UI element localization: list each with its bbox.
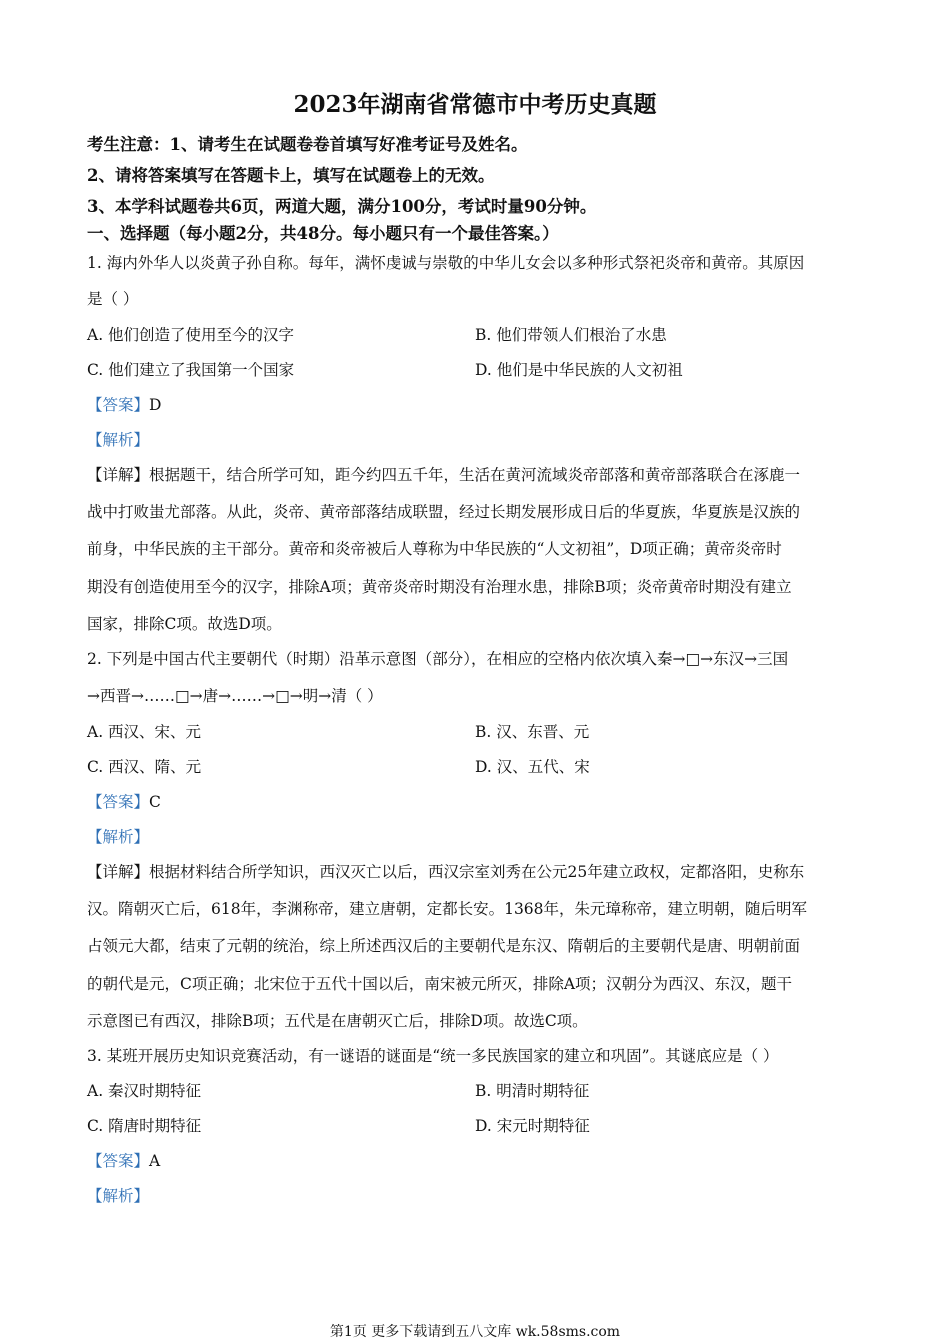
q1-detail-line-2: 战中打败蚩尤部落。从此，炎帝、黄帝部落结成联盟，经过长期发展形成日后的华夏族，华夏族是汉族的	[87, 503, 801, 521]
q3-answer	[87, 1150, 867, 1172]
q1-option-a: A. 他们创造了使用至今的汉字	[87, 326, 295, 344]
q3-option-b: B. 明清时期特征	[475, 1082, 590, 1100]
q2-option-c: C. 西汉、隋、元	[87, 758, 202, 776]
q2-stem-line-1: 2. 下列是中国古代主要朝代（时期）沿革示意图（部分），在相应的空格内依次填入秦→□→东汉→三国	[87, 650, 789, 668]
q2-detail-line-3: 占领元大都，结束了元朝的统治，综上所述西汉后的主要朝代是东汉、隋朝后的主要朝代是唐、明朝前面	[87, 937, 801, 955]
q1-option-b: B. 他们带领人们根治了水患	[475, 326, 667, 344]
page-footer: 第1页 更多下载请到五八文库 wk.58sms.com	[329, 1324, 621, 1340]
section-heading: 一、选择题（每小题2分，共48分。每小题只有一个最佳答案。）	[87, 224, 559, 243]
answer-tag: 【答案】	[87, 793, 150, 811]
q3-analysis	[87, 1185, 867, 1207]
q2-detail-line-4: 的朝代是元，C项正确；北宋位于五代十国以后，南宋被元所灭，排除A项；汉朝分为西汉、东汉，题干	[87, 975, 793, 993]
q2-analysis	[87, 826, 867, 848]
analysis-tag: 【解析】	[87, 1187, 150, 1205]
q1-stem-line-1: 1. 海内外华人以炎黄子孙自称。每年，满怀虔诚与崇敬的中华儿女会以多种形式祭祀炎帝和黄帝。其原因	[87, 254, 805, 272]
notice-line-2: 2、请将答案填写在答题卡上，填写在试题卷上的无效。	[87, 166, 495, 185]
notice-line-3: 3、本学科试题卷共6页，两道大题，满分100分，考试时量90分钟。	[87, 197, 597, 216]
analysis-tag: 【解析】	[87, 828, 150, 846]
q2-option-d: D. 汉、五代、宋	[475, 758, 590, 776]
q3-option-c: C. 隋唐时期特征	[87, 1117, 202, 1135]
q2-option-a: A. 西汉、宋、元	[87, 723, 202, 741]
q1-detail-line-4: 期没有创造使用至今的汉字，排除A项；黄帝炎帝时期没有治理水患，排除B项；炎帝黄帝时期没有建立	[87, 578, 792, 596]
analysis-tag: 【解析】	[87, 431, 150, 449]
q1-detail-line-5: 国家，排除C项。故选D项。	[87, 615, 282, 633]
q2-answer-value: C	[149, 793, 161, 811]
page-title: 2023年湖南省常德市中考历史真题	[293, 91, 657, 118]
q1-stem-line-2: 是（ ）	[87, 290, 139, 308]
q1-answer-value: D	[149, 396, 162, 414]
q1-answer	[87, 394, 867, 416]
q2-answer	[87, 791, 867, 813]
answer-tag: 【答案】	[87, 1152, 150, 1170]
q3-stem-line-1: 3. 某班开展历史知识竞赛活动，有一谜语的谜面是“统一多民族国家的建立和巩固”。其谜底应是（ ）	[87, 1047, 779, 1065]
q1-option-d: D. 他们是中华民族的人文初祖	[475, 361, 683, 379]
q1-option-c: C. 他们建立了我国第一个国家	[87, 361, 295, 379]
q2-stem-line-2: →西晋→……□→唐→……→□→明→清（ ）	[87, 687, 383, 705]
q2-option-b: B. 汉、东晋、元	[475, 723, 590, 741]
answer-tag: 【答案】	[87, 396, 150, 414]
detail-tag: 【详解】	[87, 863, 150, 881]
q1-detail-line-3: 前身，中华民族的主干部分。黄帝和炎帝被后人尊称为中华民族的“人文初祖”，D项正确；黄帝炎帝时	[87, 540, 782, 558]
q1-analysis	[87, 429, 867, 451]
q3-answer-value: A	[149, 1152, 161, 1170]
q2-detail-line-5: 示意图已有西汉，排除B项；五代是在唐朝灭亡后，排除D项。故选C项。	[87, 1012, 588, 1030]
q2-detail-line-1: 【详解】根据材料结合所学知识，西汉灭亡以后，西汉宗室刘秀在公元25年建立政权，定都洛阳，史称东	[87, 863, 805, 881]
q3-option-d: D. 宋元时期特征	[475, 1117, 590, 1135]
detail-tag: 【详解】	[87, 466, 150, 484]
q3-option-a: A. 秦汉时期特征	[87, 1082, 202, 1100]
q1-detail-line-1: 【详解】根据题干，结合所学可知，距今约四五千年，生活在黄河流域炎帝部落和黄帝部落联合在涿鹿一	[87, 466, 801, 484]
notice-line-1: 考生注意：1、请考生在试题卷卷首填写好准考证号及姓名。	[87, 135, 528, 154]
q2-detail-line-2: 汉。隋朝灭亡后，618年，李渊称帝，建立唐朝，定都长安。1368年，朱元璋称帝，建立明朝，随后明军	[87, 900, 808, 918]
